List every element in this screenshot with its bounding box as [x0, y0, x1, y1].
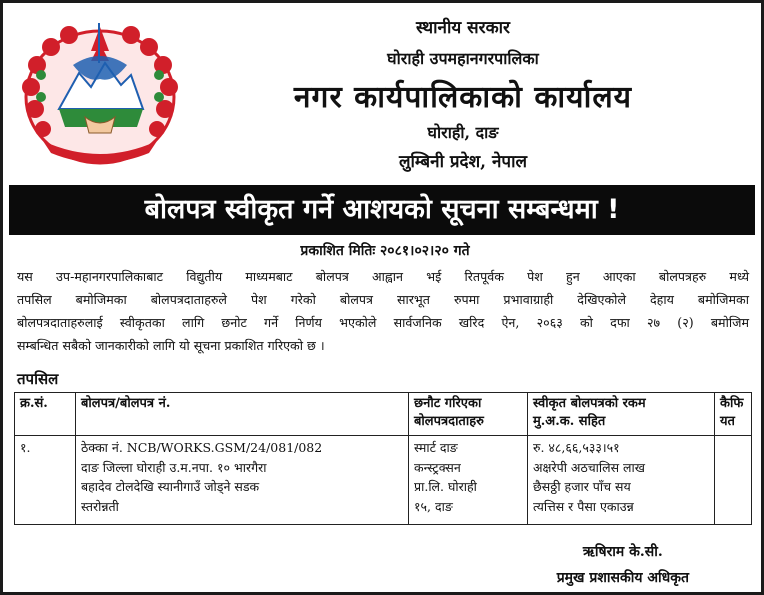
cell-amount — [528, 436, 715, 525]
cell-bid-line: बहादेव टोलदेखि स्यानीगाउँ जोड्ने सडक — [81, 479, 260, 494]
notice-body — [17, 265, 749, 357]
cell-bidder-line: स्मार्ट दाङ — [414, 440, 458, 455]
signatory-name: ऋषिराम के.सी. — [582, 544, 663, 560]
table-header-row — [15, 393, 752, 436]
col-header-sn: क्र.सं. — [15, 393, 76, 436]
cell-bidder — [409, 436, 528, 525]
cell-amount-line: त्यत्तिस र पैसा एकाउन्न — [533, 498, 634, 514]
schedule-heading: तपसिल — [17, 370, 59, 388]
col-header-amount-line: स्वीकृत बोलपत्रको रकम — [533, 396, 646, 411]
cell-bid-line: ठेक्का नं. NCB/WORKS.GSM/24/081/082 — [81, 440, 323, 455]
col-header-amount — [528, 393, 715, 436]
col-header-remarks-line: कैफि — [720, 396, 744, 411]
office-location: घोराही, दाङ — [427, 123, 499, 142]
cell-bidder-line: प्रा.लि. घोराही — [414, 479, 477, 494]
cell-bidder-line: १५, दाङ — [414, 498, 453, 514]
col-header-bidder — [409, 393, 528, 436]
col-header-bidder-line: बोलपत्रदाताहरु — [414, 414, 484, 429]
notice-body-line: बोलपत्रदाताहरुलाई स्वीकृतका लागि छनोट गर्ने निर्णय भएकोले सार्वजनिक खरिद ऐन, २०६३ को दफा २७ (२) बमोजिम — [17, 315, 749, 330]
col-header-remarks — [715, 393, 752, 436]
table-row — [15, 436, 752, 525]
notice-body-line: तपसिल बमोजिमका बोलपत्रदाताहरुले पेश गरेको बोलपत्र सारभूत रुपमा प्रभावाग्राही देखिएकोले देहाय बमोजिमका — [17, 292, 749, 307]
bid-table — [14, 392, 752, 525]
office-name: नगर कार्यपालिकाको कार्यालय — [293, 80, 633, 115]
cell-bid-line: स्तरोन्नती — [81, 498, 119, 514]
col-header-bid: बोलपत्र/बोलपत्र नं. — [76, 393, 409, 436]
col-header-bidder-line: छनौट गरिएका — [414, 396, 482, 411]
cell-bid — [76, 436, 409, 525]
signature-block — [557, 539, 689, 591]
local-government-label: स्थानीय सरकार — [415, 18, 510, 38]
cell-amount-line: छैसठ्ठी हजार पाँच सय — [533, 479, 631, 494]
municipality-name: घोराही उपमहानगरपालिका — [387, 49, 539, 68]
notice-body-line: सम्बन्धित सबैको जानकारीको लागि यो सूचना प्रकाशित गरिएको छ । — [17, 338, 325, 353]
cell-amount-line: रु. ४८,६६,५३३।५१ — [533, 440, 620, 455]
cell-sn: १. — [15, 436, 76, 525]
cell-remarks — [715, 436, 752, 525]
cell-amount-line: अक्षरेपी अठचालिस लाख — [533, 459, 645, 475]
nepal-emblem-icon — [17, 17, 183, 167]
notice-title-banner: बोलपत्र स्वीकृत गर्ने आशयको सूचना सम्बन्धमा ! — [9, 185, 755, 235]
col-header-remarks-line: यत — [720, 414, 735, 429]
published-date: प्रकाशित मितिः २०८१।०२।२० गते — [300, 243, 470, 259]
signatory-title: प्रमुख प्रशासकीय अधिकृत — [556, 570, 689, 586]
cell-bidder-line: कन्स्ट्रक्सन — [414, 459, 461, 475]
cell-bid-line: दाङ जिल्ला घोराही उ.म.नपा. १० भारगैरा — [81, 459, 267, 475]
col-header-amount-line: मु.अ.क. सहित — [533, 414, 606, 429]
province-country: लुम्बिनी प्रदेश, नेपाल — [398, 152, 528, 172]
notice-body-line: यस उप-महानगरपालिकाबाट विद्युतीय माध्यमबाट बोलपत्र आह्वान भई रितपूर्वक पेश हुन आएका बोलपत्रहरु मध्ये — [17, 269, 749, 284]
